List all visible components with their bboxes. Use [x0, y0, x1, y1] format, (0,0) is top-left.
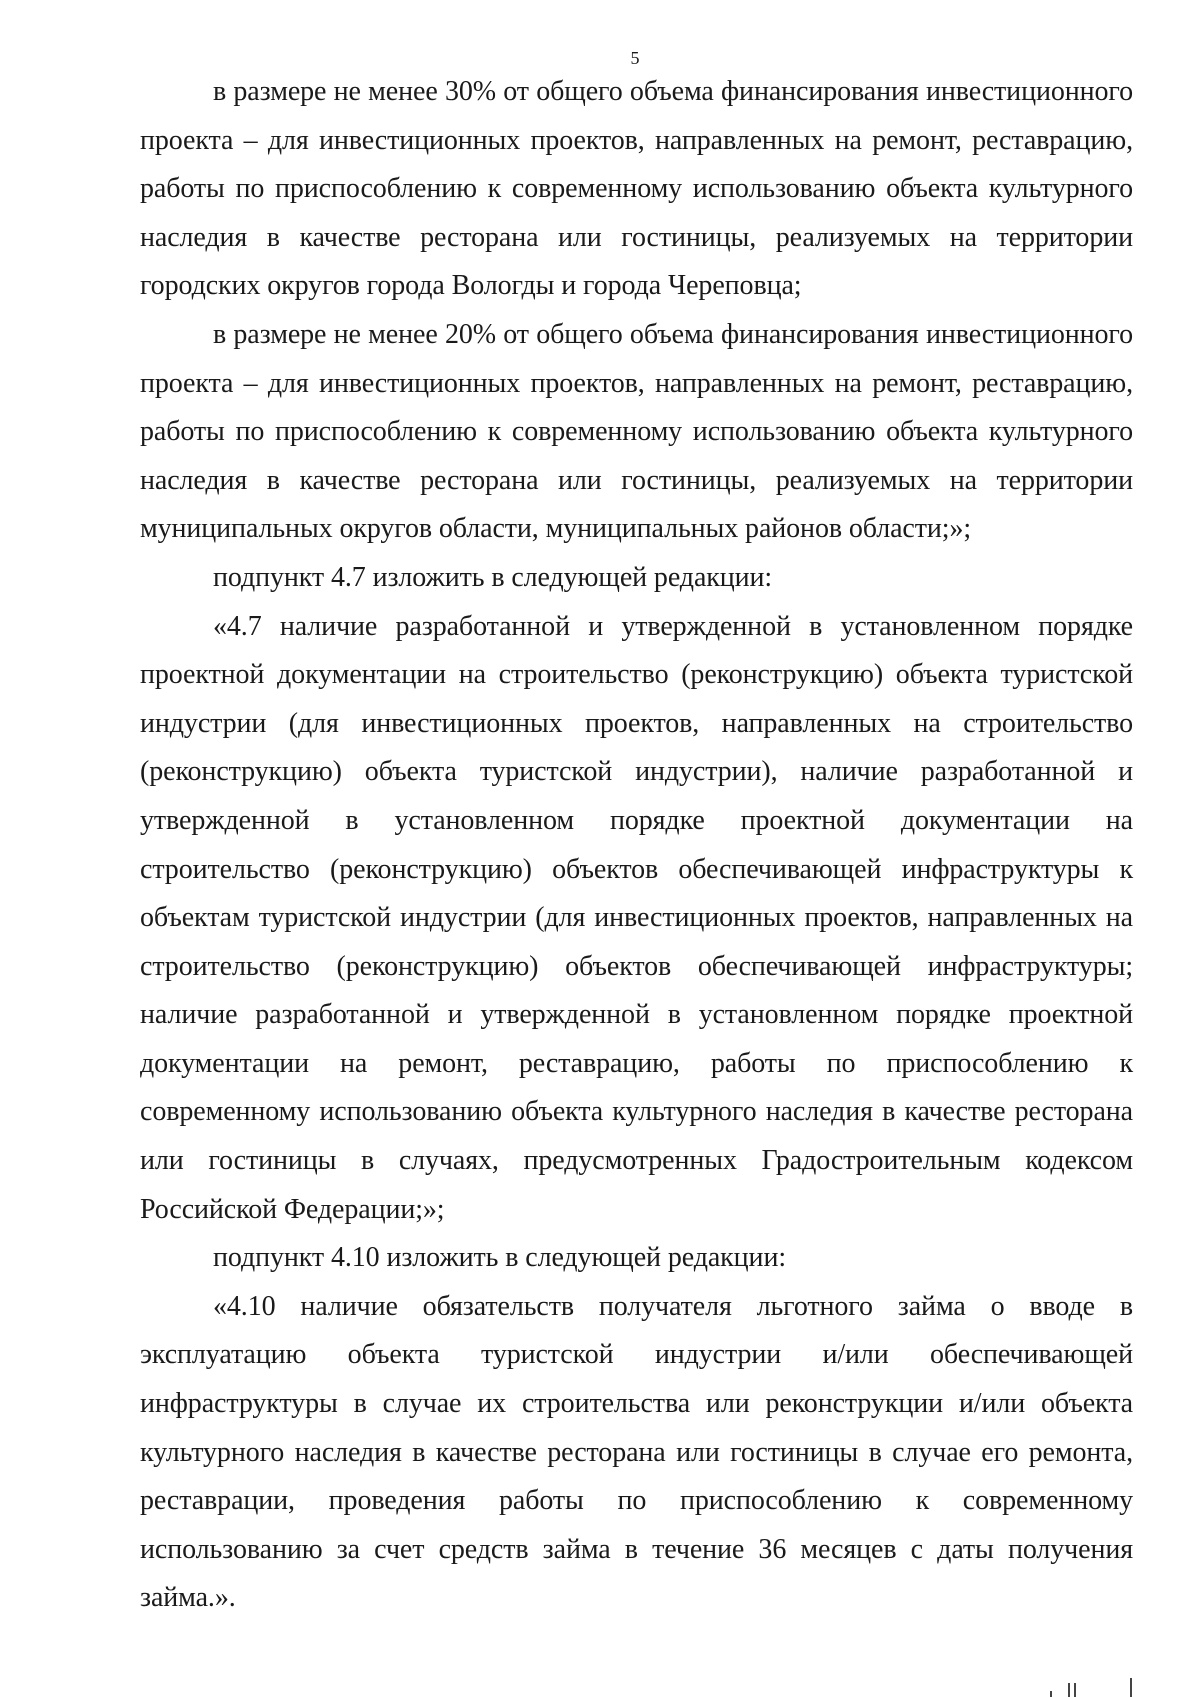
- paragraph-financing-20: в размере не менее 20% от общего объема финансирования инвестиционного проекта – для инвестиционных проектов, направленных на ремонт, реставрацию, работы по приспособлению к современному использованию объекта культурного наследия в качестве ресторана или гостиницы, реализуемых на территории муниципальных округов области, муниципальных районов области;»;: [140, 318, 1133, 545]
- paragraph-subpoint-4-10-text: «4.10 наличие обязательств получателя льготного займа о вводе в эксплуатацию объекта туристской индустрии и/или обеспечивающей инфраструктуры в случае их строительства или реконструкции и/или объекта культурного наследия в качестве ресторана или гостиницы в случае его ремонта, реставрации, проведения работы по приспособлению к современному использованию за счет средств займа в течение 36 месяцев с даты получения займа.».: [140, 1290, 1133, 1614]
- document-body: [140, 68, 1133, 1623]
- paragraph-subpoint-4-10-intro: подпункт 4.10 изложить в следующей редакции:: [213, 1242, 787, 1274]
- page-number: 5: [630, 48, 640, 68]
- paragraph-financing-30: в размере не менее 30% от общего объема финансирования инвестиционного проекта – для инвестиционных проектов, направленных на ремонт, реставрацию, работы по приспособлению к современному использованию объекта культурного наследия в качестве ресторана или гостиницы, реализуемых на территории городских округов города Вологды и города Череповца;: [140, 76, 1133, 302]
- paragraph-subpoint-4-7-text: «4.7 наличие разработанной и утвержденной в установленном порядке проектной документации на строительство (реконструкцию) объекта туристской индустрии (для инвестиционных проектов, направленных на строительство (реконструкцию) объекта туристской индустрии), наличие разработанной и утвержденной в установленном порядке проектной документации на строительство (реконструкцию) объектов обеспечивающей инфраструктуры к объектам туристской индустрии (для инвестиционных проектов, направленных на строительство (реконструкцию) объектов обеспечивающей инфраструктуры; наличие разработанной и утвержденной в установленном порядке проектной документации на ремонт, реставрацию, работы по приспособлению к современному использованию объекта культурного наследия в качестве ресторана или гостиницы в случаях, предусмотренных Градостроительным кодексом Российской Федерации;»;: [140, 610, 1133, 1225]
- paragraph-subpoint-4-7-intro: подпункт 4.7 изложить в следующей редакции:: [213, 561, 773, 593]
- scan-edge-marks: [1050, 1678, 1190, 1697]
